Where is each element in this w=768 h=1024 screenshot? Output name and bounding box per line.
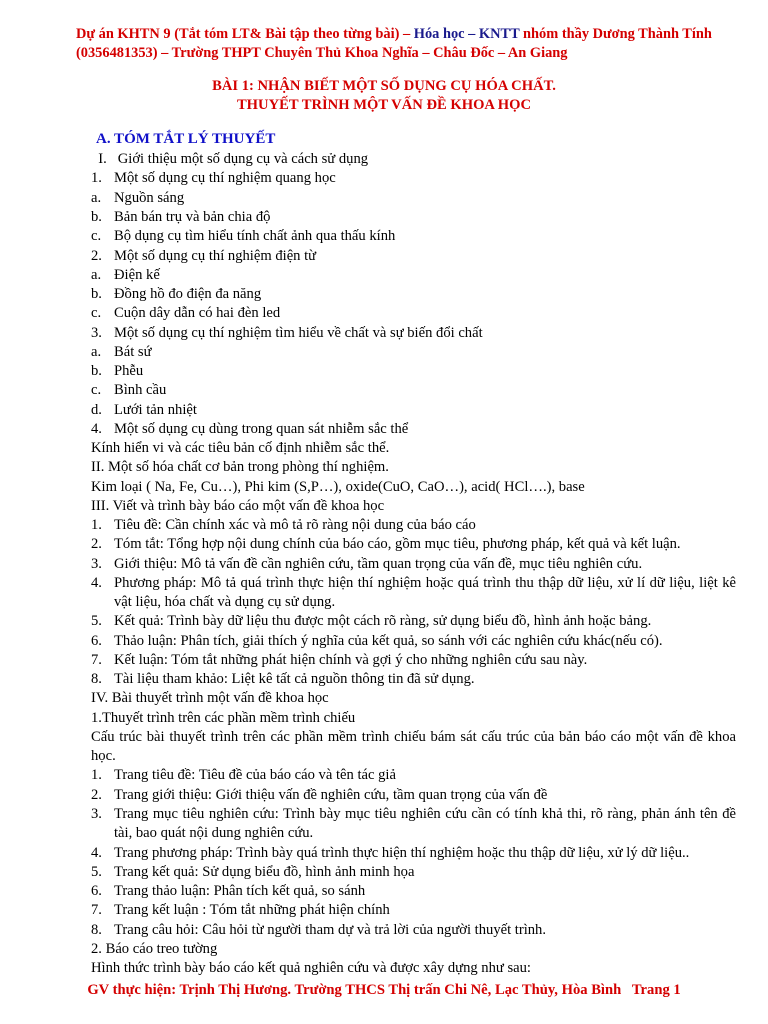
list-item-text: Tài liệu tham khảo: Liệt kê tất cả nguồn thông tin đã sử dụng.	[114, 671, 475, 687]
list-item-text: Kết quả: Trình bày dữ liệu thu được một cách rõ ràng, sử dụng biểu đồ, hình ảnh hoặc bảng.	[114, 613, 652, 629]
text-line: III. Viết và trình bày báo cáo một vấn đề khoa học	[91, 498, 385, 514]
list-number: a.	[91, 267, 102, 283]
list-item-text: Một số dụng cụ thí nghiệm quang học	[114, 170, 336, 186]
paragraph-text: Phương pháp: Mô tả quá trình thực hiện thí nghiệm hoặc quá trình thu thập dữ liệu, xử lí dữ liệu, liệt kê vật liệu, hóa chất và dụng cụ sử dụng.	[114, 575, 736, 611]
list-item-text: Đồng hồ đo điện đa năng	[114, 286, 262, 302]
paragraph-text: Trang mục tiêu nghiên cứu: Trình bày mục tiêu nghiên cứu cần có tính khả thi, rõ ràng, phản ánh tên đề tài, bao quát nội dung nghiên cứu.	[114, 806, 736, 842]
paragraph	[91, 805, 736, 844]
text-line: Kính hiển vi và các tiêu bản cố định nhiễm sắc thể.	[91, 440, 390, 456]
list-number: 1.	[91, 170, 102, 186]
list-item-text: Điện kế	[114, 267, 160, 283]
list-item-text: Tiêu đề: Cần chính xác và mô tả rõ ràng nội dung của báo cáo	[114, 517, 476, 533]
list-item-text: Một số dụng cụ thí nghiệm tìm hiểu về chất và sự biến đổi chất	[114, 325, 483, 341]
list-number: 5.	[91, 613, 102, 629]
list-item-text: Bình cầu	[114, 382, 167, 398]
list-item-text: Kết luận: Tóm tắt những phát hiện chính và gợi ý cho những nghiên cứu sau này.	[114, 652, 588, 668]
list-item-text: Trang giới thiệu: Giới thiệu vấn đề nghiên cứu, tầm quan trọng của vấn đề	[114, 787, 548, 803]
list-item-text: Bát sứ	[114, 344, 152, 360]
text-line: II. Một số hóa chất cơ bản trong phòng thí nghiệm.	[91, 459, 389, 475]
list-number: 4.	[91, 421, 102, 437]
list-number: 2.	[91, 536, 102, 552]
paragraph-text: Cấu trúc bài thuyết trình trên các phần mềm trình chiếu bám sát cấu trúc của bản báo cáo một vấn đề khoa học.	[91, 729, 736, 765]
page-header	[76, 25, 736, 62]
list-item-text: Trang thảo luận: Phân tích kết quả, so sánh	[114, 883, 366, 899]
list-number: 2.	[91, 787, 102, 803]
list-number: b.	[91, 209, 102, 225]
list-number: d.	[91, 402, 102, 418]
section-a-heading: A. TÓM TẮT LÝ THUYẾT	[96, 131, 276, 147]
list-number: 8.	[91, 922, 102, 938]
list-item-text: Một số dụng cụ dùng trong quan sát nhiễm sắc thể	[114, 421, 409, 437]
list-number: c.	[91, 305, 102, 321]
list-item-text: Nguồn sáng	[114, 190, 185, 206]
list-item-text: Một số dụng cụ thí nghiệm điện từ	[114, 248, 317, 264]
list-item-text: Trang tiêu đề: Tiêu đề của báo cáo và tên tác giả	[114, 767, 396, 783]
paragraph	[91, 728, 736, 767]
list-item-text: Trang phương pháp: Trình bày quá trình thực hiện thí nghiệm hoặc thu thập dữ liệu, xử lý dữ liệu..	[114, 845, 690, 861]
list-number: b.	[91, 286, 102, 302]
list-number: 8.	[91, 671, 102, 687]
text-line: 2. Báo cáo treo tường	[91, 941, 218, 957]
text-line: 1.Thuyết trình trên các phần mềm trình chiếu	[91, 710, 356, 726]
list-number: 6.	[91, 883, 102, 899]
list-item-text: Bản bán trụ và bản chia độ	[114, 209, 271, 225]
list-item-text: Trang câu hỏi: Câu hỏi từ người tham dự và trả lời của người thuyết trình.	[114, 922, 547, 938]
list-item-text: Tóm tắt: Tổng hợp nội dung chính của báo cáo, gồm mục tiêu, phương pháp, kết quả và kết luận.	[114, 536, 681, 552]
list-number: 7.	[91, 902, 102, 918]
list-item-text: Cuộn dây dẫn có hai đèn led	[114, 305, 281, 321]
list-number: 1.	[91, 517, 102, 533]
list-number: a.	[91, 344, 102, 360]
list-number: 5.	[91, 864, 102, 880]
list-item-text: Thảo luận: Phân tích, giải thích ý nghĩa của kết quả, so sánh với các nghiên cứu khác(nếu có).	[114, 633, 663, 649]
lesson-title-line1: BÀI 1: NHẬN BIẾT MỘT SỐ DỤNG CỤ HÓA CHẤT.	[212, 78, 556, 94]
list-number: 3.	[91, 325, 102, 341]
list-number: 6.	[91, 633, 102, 649]
list-number: 4.	[91, 575, 102, 591]
list-item-text: Lưới tản nhiệt	[114, 402, 197, 418]
list-number: a.	[91, 190, 102, 206]
lesson-title-line2: THUYẾT TRÌNH MỘT VẤN ĐỀ KHOA HỌC	[236, 97, 532, 113]
page-footer: GV thực hiện: Trịnh Thị Hương. Trường THCS Thị trấn Chi Nê, Lạc Thủy, Hòa Bình Trang 1	[87, 982, 681, 998]
list-number: 2.	[91, 248, 102, 264]
header-group: nhóm thầy Dương Thành Tính (0356481353) – Trường THPT Chuyên Thủ Khoa Nghĩa – Châu Đốc – An Giang	[76, 26, 712, 61]
text-line: IV. Bài thuyết trình một vấn đề khoa học	[91, 690, 329, 706]
list-number: 4.	[91, 845, 102, 861]
paragraph	[91, 574, 736, 613]
list-number: 3.	[91, 806, 102, 822]
list-item-text: Phễu	[114, 363, 144, 379]
list-item-text: Giới thiệu: Mô tả vấn đề cần nghiên cứu, tầm quan trọng của vấn đề, mục tiêu nghiên cứu.	[114, 556, 643, 572]
list-number: b.	[91, 363, 102, 379]
list-number: 3.	[91, 556, 102, 572]
list-number: 7.	[91, 652, 102, 668]
text-line: I. Giới thiệu một số dụng cụ và cách sử dụng	[91, 151, 369, 167]
list-number: 1.	[91, 767, 102, 783]
list-number: c.	[91, 382, 102, 398]
list-item-text: Bộ dụng cụ tìm hiểu tính chất ảnh qua thấu kính	[114, 228, 396, 244]
text-line: Hình thức trình bày báo cáo kết quả nghiên cứu và được xây dựng như sau:	[91, 960, 531, 976]
header-subject: Hóa học – KNTT	[413, 26, 520, 42]
list-item-text: Trang kết quả: Sử dụng biểu đồ, hình ảnh minh họa	[114, 864, 415, 880]
list-number: c.	[91, 228, 102, 244]
header-project: Dự án KHTN 9 (Tắt tóm LT& Bài tập theo từng bài) –	[76, 26, 414, 42]
list-item-text: Trang kết luận : Tóm tắt những phát hiện chính	[114, 902, 390, 918]
text-line: Kim loại ( Na, Fe, Cu…), Phi kim (S,P…), oxide(CuO, CaO…), acid( HCl….), base	[91, 479, 585, 495]
